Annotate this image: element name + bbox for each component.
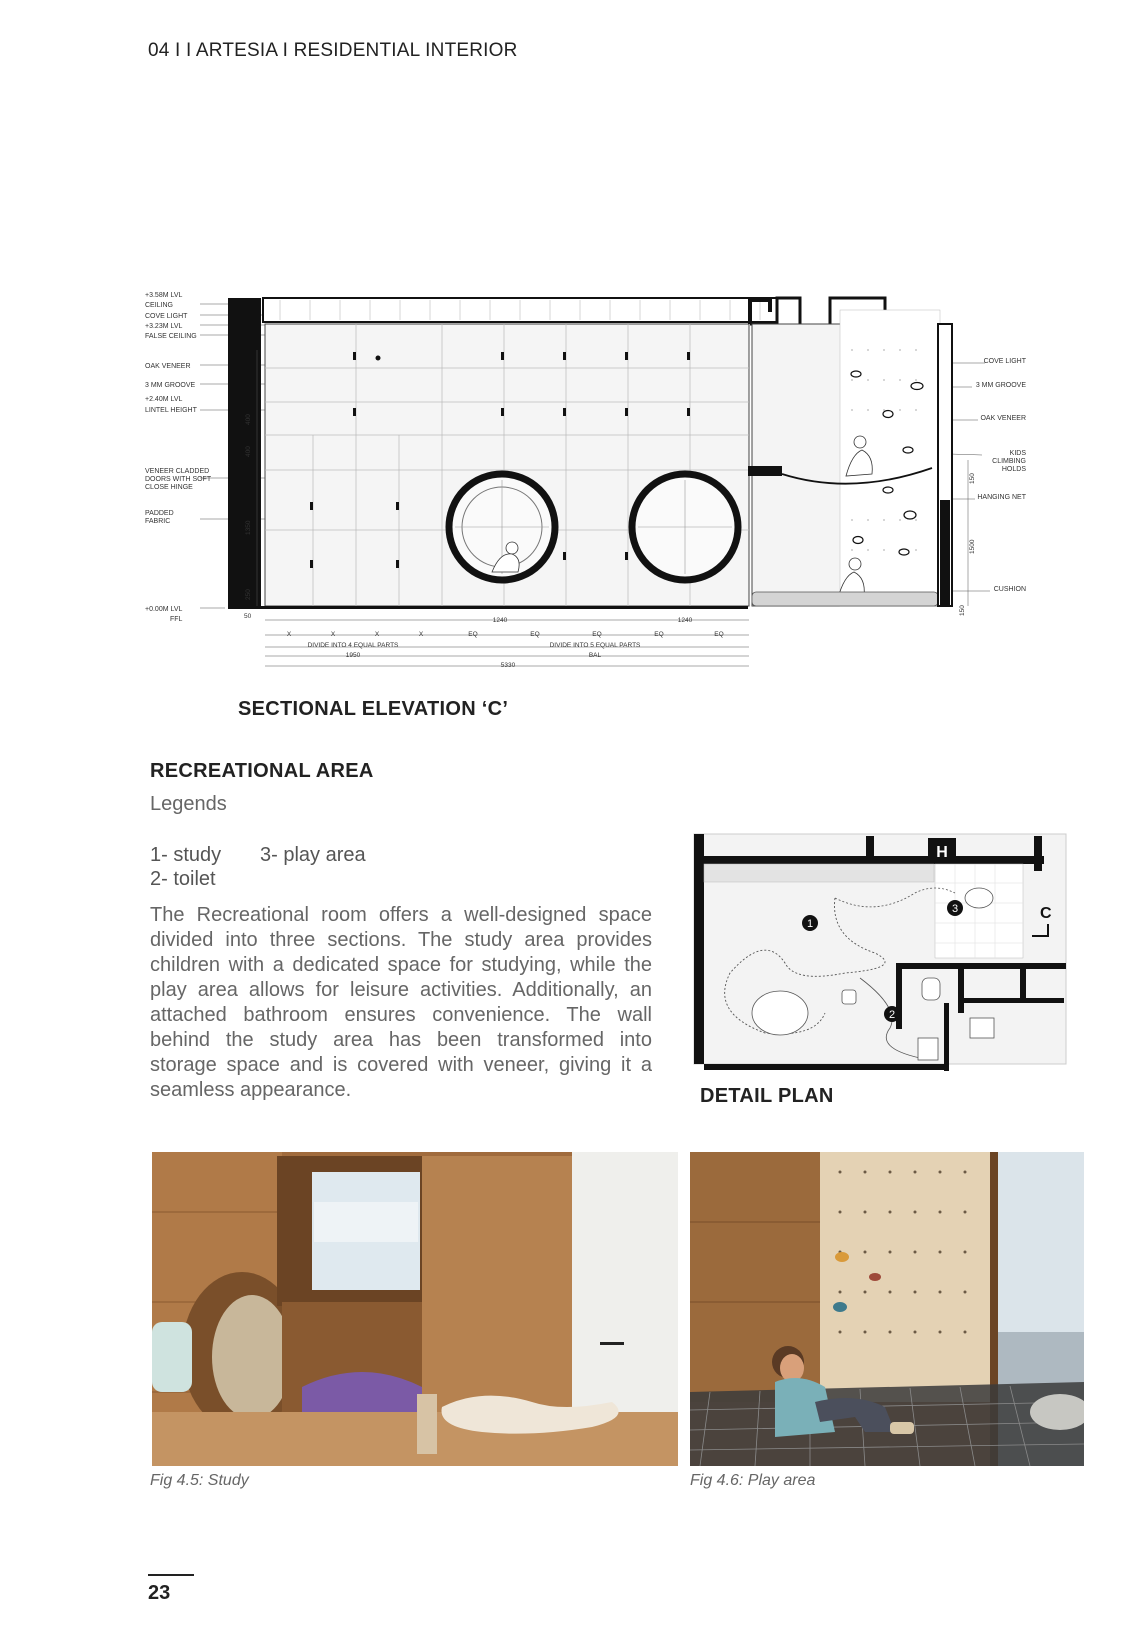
label-3mm-groove-right: 3 MM GROOVE [975, 382, 1026, 389]
label-doors-soft: DOORS WITH SOFT [145, 476, 212, 483]
dim-50: 50 [244, 613, 252, 620]
dim-x-2: X [330, 631, 336, 638]
label-240-lvl: +2.40M LVL [145, 396, 183, 403]
plan-h-icon: H [936, 844, 948, 861]
dim-1500: 1500 [969, 539, 976, 554]
label-hanging-net: HANGING NET [977, 494, 1026, 501]
plan-number-2: 2 [888, 1009, 896, 1021]
dim-5330: 5330 [500, 662, 516, 669]
label-358-lvl: +3.58M LVL [145, 292, 183, 299]
label-kids: KIDS [1009, 450, 1026, 457]
elevation-title: SECTIONAL ELEVATION ‘C’ [238, 698, 509, 720]
page-number: 23 [148, 1582, 171, 1604]
dim-250: 250 [245, 589, 252, 600]
plan-section-mark-right: C [1040, 905, 1052, 922]
play-area-caption: Fig 4.6: Play area [690, 1472, 816, 1489]
label-lintel-height: LINTEL HEIGHT [145, 407, 197, 414]
label-padded: PADDED [145, 510, 174, 517]
label-veneer-cladded: VENEER CLADDED [145, 468, 210, 475]
dim-1350: 1350 [245, 520, 252, 535]
label-oak-veneer-right: OAK VENEER [980, 415, 1026, 422]
description-paragraph: The Recreational room offers a well-designed space divided into three sections. The study area provides children with a dedicated space for studying, while the play area allows for leisure activities. Additionally, an attached bathroom ensures convenience. The wall behind the study area has been transformed into storage space and is covered with veneer, giving it a seamless appearance. [150, 904, 652, 1101]
legend-item-play-area: 3- play area [260, 844, 366, 866]
label-oak-veneer-left: OAK VENEER [145, 363, 191, 370]
label-climbing: CLIMBING [992, 458, 1026, 465]
play-area-render-image [690, 1152, 1084, 1466]
label-cove-light-left: COVE LIGHT [145, 313, 188, 320]
dim-eq-4: EQ [654, 631, 664, 638]
section-title: RECREATIONAL AREA [150, 760, 374, 782]
plan-number-1: 1 [806, 918, 814, 930]
label-cove-light-right: COVE LIGHT [983, 358, 1026, 365]
dim-eq-3: EQ [592, 631, 602, 638]
dim-bal: BAL [588, 652, 602, 659]
dim-eq-1: EQ [468, 631, 478, 638]
label-ceiling: CEILING [145, 302, 174, 309]
label-cushion: CUSHION [993, 586, 1026, 593]
dim-x-3: X [374, 631, 380, 638]
plan-number-3: 3 [951, 903, 959, 915]
label-ffl: FFL [170, 616, 183, 623]
dim-150-a: 150 [969, 473, 976, 484]
dim-1240-a: 1240 [492, 617, 508, 624]
dim-400-a: 400 [245, 414, 252, 425]
label-holds: HOLDS [1001, 466, 1026, 473]
dim-divide-5: DIVIDE INTO 5 EQUAL PARTS [549, 642, 641, 649]
legend-item-toilet: 2- toilet [150, 868, 216, 890]
legend-title: Legends [150, 793, 227, 815]
page-number-rule [148, 1574, 194, 1576]
label-323-lvl: +3.23M LVL [145, 323, 183, 330]
dim-x-1: X [286, 631, 292, 638]
dim-x-4: X [418, 631, 424, 638]
detail-plan-drawing [660, 828, 1100, 1078]
label-close-hinge: CLOSE HINGE [145, 484, 193, 491]
dim-1240-b: 1240 [677, 617, 693, 624]
dim-eq-2: EQ [530, 631, 540, 638]
sectional-elevation-drawing [140, 290, 1080, 710]
label-3mm-groove-left: 3 MM GROOVE [145, 382, 196, 389]
dim-400-b: 400 [245, 446, 252, 457]
dim-1950: 1950 [345, 652, 361, 659]
detail-plan-title: DETAIL PLAN [700, 1085, 834, 1107]
study-caption: Fig 4.5: Study [150, 1472, 249, 1489]
label-false-ceiling: FALSE CEILING [145, 333, 197, 340]
page-header: 04 I I ARTESIA I RESIDENTIAL INTERIOR [148, 40, 518, 61]
legend-item-study: 1- study [150, 844, 222, 866]
dim-divide-4: DIVIDE INTO 4 EQUAL PARTS [307, 642, 399, 649]
label-000-lvl: +0.00M LVL [145, 606, 183, 613]
dim-150-b: 150 [959, 605, 966, 616]
study-render-image [152, 1152, 678, 1466]
dim-eq-5: EQ [714, 631, 724, 638]
label-fabric: FABRIC [145, 518, 171, 525]
